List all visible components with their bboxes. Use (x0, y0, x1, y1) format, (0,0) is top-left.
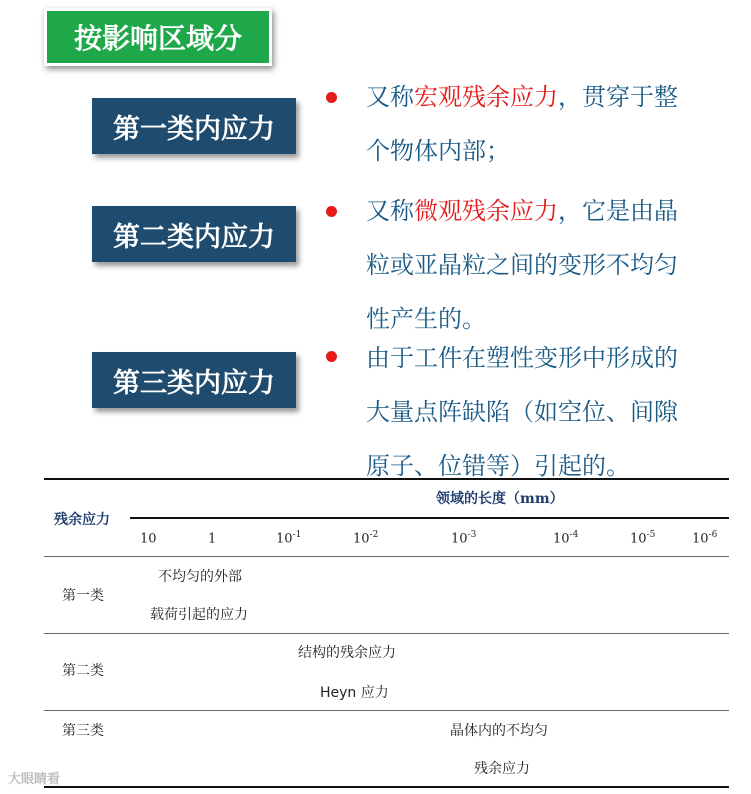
category-2-line-1: 又称微观残余应力，它是由晶 (366, 197, 678, 225)
table-row-label: 第一类 (62, 588, 104, 604)
category-3-line-1: 由于工件在塑性变形中形成的 (366, 344, 678, 372)
category-2-description (366, 184, 706, 346)
category-2-line-2: 粒或亚晶粒之间的变形不均匀 (366, 251, 678, 279)
table-row-text: 晶体内的不均匀 (450, 723, 548, 739)
bullet-icon (326, 351, 337, 362)
tick-label: $10^{-1}$ (276, 530, 302, 547)
category-1-highlight: 宏观残余应力 (414, 83, 558, 111)
watermark-logo: 大眼睛看 (8, 772, 61, 787)
tick-label: 10 (140, 531, 157, 547)
category-2-highlight: 微观残余应力 (414, 197, 558, 225)
row-divider (44, 633, 729, 634)
tick-label: $10^{-2}$ (353, 530, 379, 547)
tick-label: $10^{-5}$ (630, 530, 656, 547)
category-3-line-2: 大量点阵缺陷（如空位、间隙 (366, 398, 678, 426)
table-row-label: 第二类 (62, 663, 104, 679)
tick-label: 1 (208, 531, 217, 547)
row-divider (44, 710, 729, 711)
table-row-text: 载荷引起的应力 (150, 607, 248, 623)
table-row-text: Heyn 应力 (320, 685, 389, 701)
axis-rule (130, 517, 729, 519)
table-row-text: 结构的残余应力 (298, 645, 396, 661)
column-header: 领域的长度（mm） (436, 491, 564, 507)
table-row-text: 残余应力 (474, 761, 530, 777)
category-3-label: 第三类内应力 (92, 352, 296, 408)
category-1-line-1: 又称宏观残余应力，贯穿于整 (366, 83, 678, 111)
category-2-label: 第二类内应力 (92, 206, 296, 262)
table-bottom-rule (44, 786, 729, 788)
tick-label: $10^{-6}$ (692, 530, 718, 547)
bullet-icon (326, 206, 337, 217)
category-1-line-2: 个物体内部； (366, 137, 510, 165)
category-1-label: 第一类内应力 (92, 98, 296, 154)
table-row-label: 第三类 (62, 723, 104, 739)
category-3-line-3: 原子、位错等）引起的。 (366, 452, 630, 480)
category-3-description (366, 331, 706, 493)
tick-label: $10^{-4}$ (553, 530, 579, 547)
table-row-text: 不均匀的外部 (158, 569, 242, 585)
tick-label: $10^{-3}$ (451, 530, 477, 547)
category-1-description (366, 70, 706, 178)
row-header: 残余应力 (54, 512, 110, 528)
bullet-icon (326, 92, 337, 103)
table-top-rule (44, 478, 729, 480)
section-title: 按影响区域分 (44, 8, 272, 66)
category-2-line-3: 性产生的。 (366, 305, 486, 333)
header-divider (44, 556, 729, 557)
